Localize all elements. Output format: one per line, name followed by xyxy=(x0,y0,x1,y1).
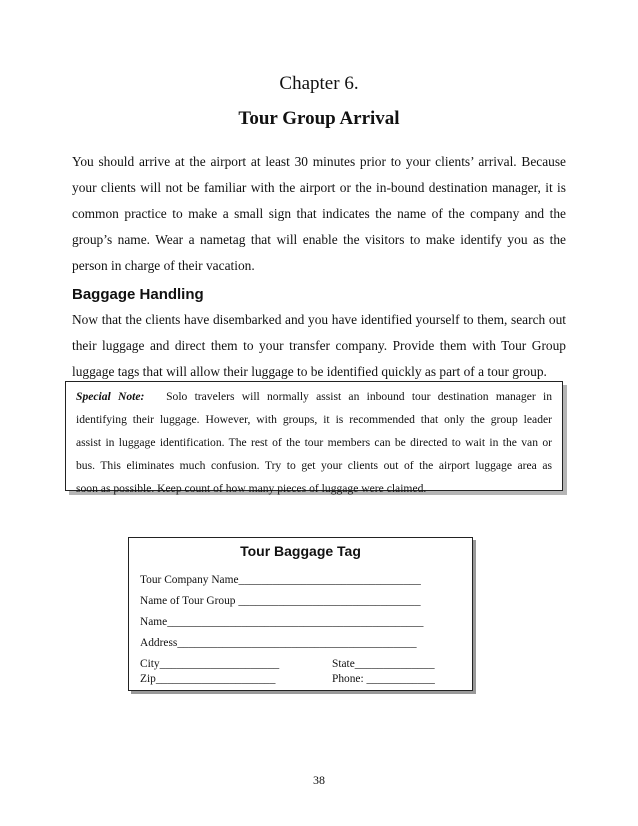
special-note-label: Special Note: xyxy=(76,390,145,403)
intro-line: person in charge of their vacation. xyxy=(72,258,255,273)
tag-field-phone: Phone: ____________ xyxy=(332,673,435,685)
chapter-number: Chapter 6. xyxy=(279,73,359,94)
tag-field-state: State______________ xyxy=(332,658,435,670)
tag-field-address: Address__________________________________________ xyxy=(140,637,417,649)
special-note-text xyxy=(76,385,552,500)
chapter-title: Tour Group Arrival xyxy=(238,108,400,129)
tag-field-company: Tour Company Name________________________________ xyxy=(140,574,421,586)
baggage-line: luggage tags that will allow their luggage to be identified quickly as part of a tour group. xyxy=(72,364,547,379)
page-number: 38 xyxy=(313,773,325,787)
special-note-line: soon as possible. Keep count of how many pieces of luggage were claimed. xyxy=(76,482,427,495)
special-note-box xyxy=(65,381,563,495)
intro-paragraph xyxy=(72,149,566,279)
tag-field-name: Name_____________________________________________ xyxy=(140,616,424,628)
tag-field-group: Name of Tour Group ________________________________ xyxy=(140,595,421,607)
special-note-first-line: Solo travelers will normally assist an inbound tour destination manager in xyxy=(166,390,552,403)
special-note-line: identifying their luggage. However, with groups, it is recommended that only the group leader xyxy=(76,413,552,426)
intro-line: You should arrive at the airport at least 30 minutes prior to your clients’ arrival. Because xyxy=(72,154,566,169)
baggage-line: their luggage and direct them to your transfer company. Provide them with Tour Group xyxy=(72,338,566,353)
baggage-tag-form xyxy=(128,537,473,691)
intro-line: group’s name. Wear a nametag that will enable the visitors to make identify you as the xyxy=(72,232,566,247)
tag-field-city: City_____________________ xyxy=(140,658,280,670)
special-note-line: assist in luggage identification. The rest of the tour members can be directed to wait in the van or xyxy=(76,436,552,449)
intro-line: your clients will not be familiar with the airport or the in-bound destination manager, it is xyxy=(72,180,566,195)
special-note-line xyxy=(76,385,552,408)
baggage-paragraph xyxy=(72,307,566,385)
special-note-line: bus. This eliminates much confusion. Try to get your clients out of the airport luggage area as xyxy=(76,459,552,472)
baggage-line: Now that the clients have disembarked and you have identified yourself to them, search out xyxy=(72,312,566,327)
section-heading-baggage: Baggage Handling xyxy=(72,286,204,303)
tag-field-zip: Zip_____________________ xyxy=(140,673,276,685)
intro-line: common practice to make a small sign that indicates the name of the company and the xyxy=(72,206,566,221)
baggage-tag-title: Tour Baggage Tag xyxy=(240,543,361,559)
